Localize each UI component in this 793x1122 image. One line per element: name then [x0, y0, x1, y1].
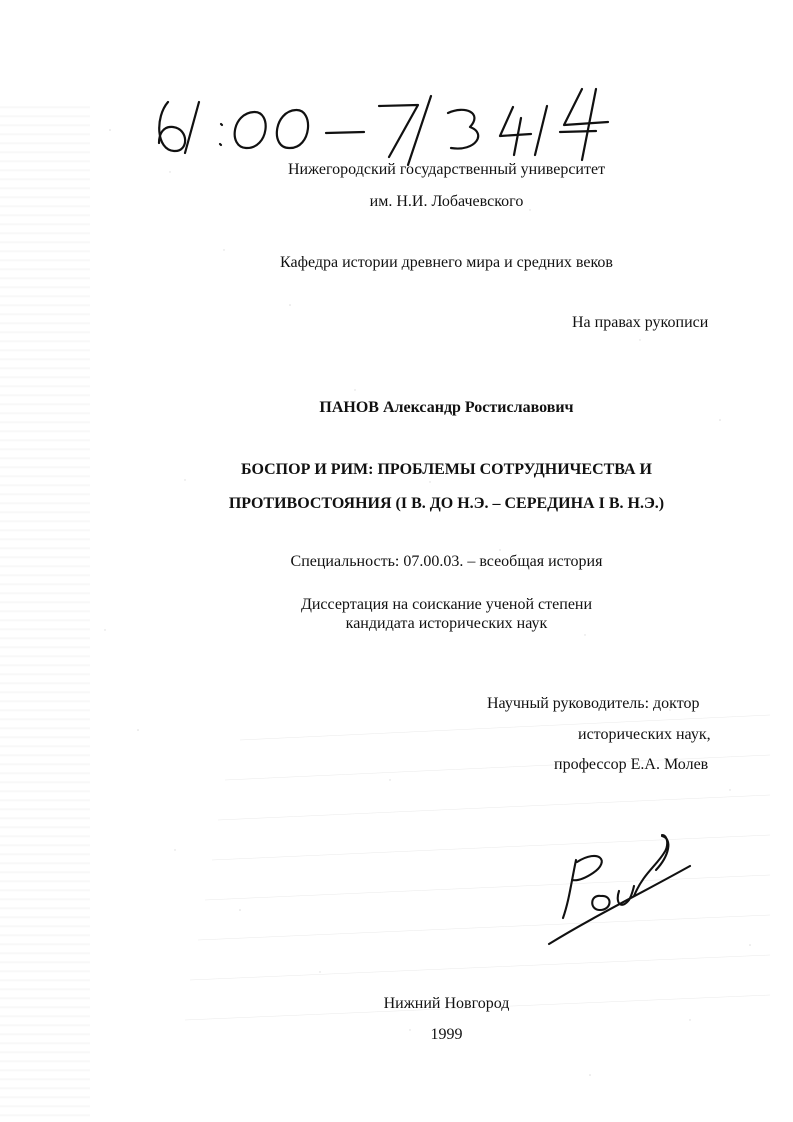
handwritten-catalog-number	[150, 82, 620, 168]
dissertation-degree-line-2: кандидата исторических наук	[345, 615, 548, 632]
scientific-supervisor-line-3: профессор Е.А. Молев	[554, 756, 709, 773]
author-name	[0, 398, 793, 418]
specialty: Специальность: 07.00.03. – всеобщая история	[290, 553, 603, 570]
publication-year: 1999	[430, 1026, 463, 1043]
university-honorific-name: им. Н.И. Лобачевского	[369, 193, 524, 210]
publication-city: Нижний Новгород	[383, 995, 510, 1012]
university-name: Нижегородский государственный университет	[287, 161, 606, 178]
dissertation-title-line-1: БОСПОР И РИМ: ПРОБЛЕМЫ СОТРУДНИЧЕСТВА И	[241, 461, 652, 478]
scientific-supervisor-line-1: Научный руководитель: доктор	[487, 695, 700, 712]
author-full-name: ПАНОВ Александр Ростиславович	[319, 399, 574, 416]
scientific-supervisor-line-2: исторических наук,	[578, 726, 711, 743]
dissertation-degree-line-1: Диссертация на соискание ученой степени	[300, 596, 593, 613]
manuscript-rights-label: На правах рукописи	[572, 314, 709, 331]
supervisor-signature	[545, 826, 695, 946]
dissertation-title-line-2: ПРОТИВОСТОЯНИЯ (I В. ДО Н.Э. – СЕРЕДИНА I В. Н.Э.)	[228, 495, 665, 512]
department-name: Кафедра истории древнего мира и средних веков	[280, 254, 613, 271]
